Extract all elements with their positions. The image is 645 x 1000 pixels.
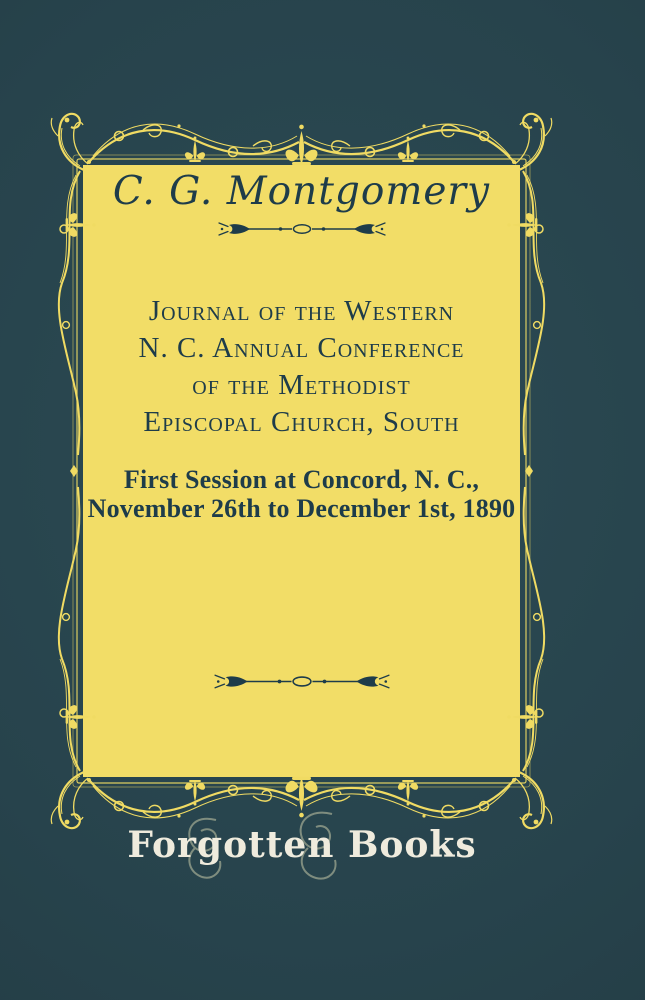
corner-flourish-icon (51, 772, 88, 828)
title-line: of the Methodist (192, 369, 411, 401)
corner-flourish-icon (51, 114, 88, 170)
arrow-diamond-divider-icon (217, 219, 387, 239)
cover-text-area (83, 165, 520, 777)
author-name: C. G. Montgomery (112, 169, 491, 214)
arrow-diamond-divider-icon (213, 671, 391, 692)
corner-flourish-icon (515, 772, 552, 828)
subtitle-line: November 26th to December 1st, 1890 (87, 494, 516, 523)
subtitle-line: First Session at Concord, N. C., (123, 465, 480, 494)
forgotten-books-logo: Forgotten Books (127, 824, 477, 866)
title-line: Episcopal Church, South (143, 406, 460, 438)
title-line: N. C. Annual Conference (138, 332, 465, 364)
title-line: Journal of the Western (148, 295, 455, 327)
corner-flourish-icon (515, 114, 552, 170)
book-title (71, 293, 532, 441)
book-subtitle (63, 465, 540, 523)
